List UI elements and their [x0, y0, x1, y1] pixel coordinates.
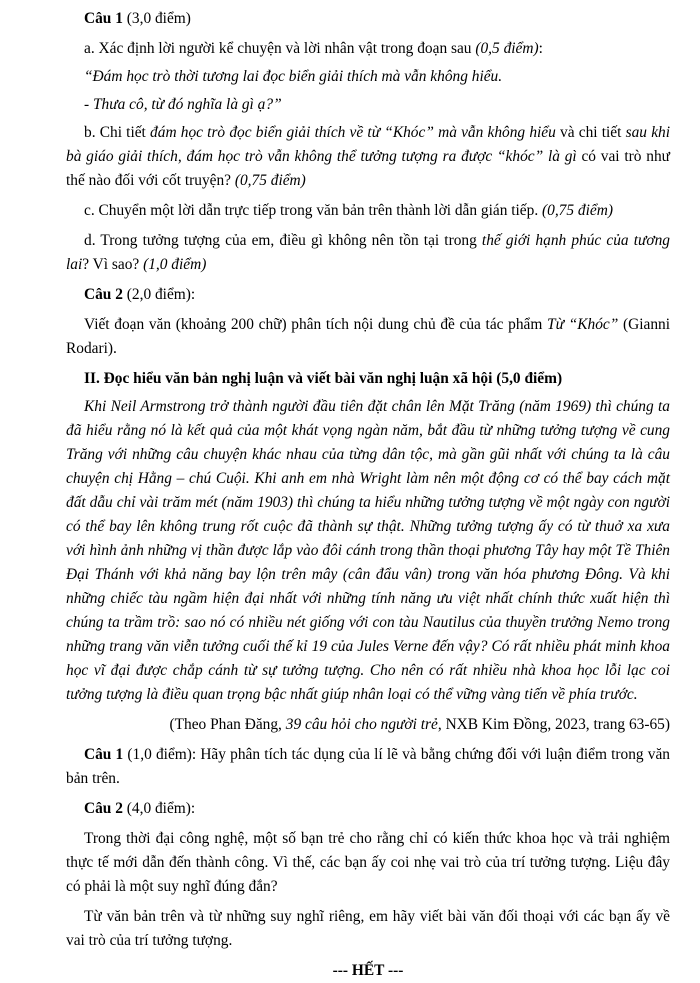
part2-question-2-task: Từ văn bản trên và từ những suy nghĩ riêng, em hãy viết bài văn đối thoại với các bạn ấy về vai trò của trí tưởng tượng.: [66, 908, 670, 949]
question-1a: a. Xác định lời người kể chuyện và lời nhân vật trong đoạn sau (0,5 điểm):: [84, 40, 543, 57]
question-1-heading: Câu 1 (3,0 điểm): [84, 10, 191, 27]
question-2-heading: Câu 2 (2,0 điểm):: [84, 286, 196, 303]
part2-question-2-prompt: Trong thời đại công nghệ, một số bạn trẻ cho rằng chỉ có kiến thức khoa học và trải nghiệm thực tế mới dẫn đến thành công. Vì thế, các bạn ấy coi nhẹ vai trò của trí tưởng tượng. Liệu đây có phải là một suy nghĩ đúng đắn?: [66, 830, 670, 895]
end-mark: --- HẾT ---: [332, 962, 404, 979]
question-1b: b. Chi tiết đám học trò đọc biển giải thích về từ “Khóc” mà vẫn không hiểu và chi tiết sau khi bà giáo giải thích, đám học trò vẫn không thể tưởng tượng ra được “khóc” là gì có vai trò như thế nào đối với cốt truyện? (0,75 điểm): [66, 124, 670, 189]
passage-source: (Theo Phan Đăng, 39 câu hỏi cho người trẻ, NXB Kim Đồng, 2023, trang 63-65): [169, 716, 670, 733]
question-1d: d. Trong tưởng tượng của em, điều gì không nên tồn tại trong thế giới hạnh phúc của tương lai? Vì sao? (1,0 điểm): [66, 232, 670, 273]
reading-passage: Khi Neil Armstrong trở thành người đầu tiên đặt chân lên Mặt Trăng (năm 1969) thì chúng ta đã hiểu rằng nó là kết quả của một khát vọng ngàn năm, bắt đầu từ những tưởng tượng về cung Trăng với những câu chuyện khác nhau của từng dân tộc, mà gần gũi nhất với chúng ta là câu chuyện chị Hằng – chú Cuội. Khi anh em nhà Wright làm nên một động cơ có thể bay cách mặt đất dẫu chỉ vài trăm mét (năm 1903) thì chúng ta hiểu những tưởng tượng về một ngày con người có thể bay lên không trung rốt cuộc đã thành sự thật. Những tưởng tượng ấy có từ thuở xa xưa với hình ảnh những vị thần được lắp vào đôi cánh trong thần thoại phương Tây hay một Tề Thiên Đại Thánh với khả năng bay lộn trên mây (cân đẩu vân) trong văn hóa phương Đông. Và khi những chiếc tàu ngầm hiện đại nhất với những tính năng ưu việt nhất chính thức xuất hiện thì chúng ta trầm trồ: sao nó có nhiều nét giống với con tàu Nautilus của thuyền trưởng Nemo trong những trang văn viễn tưởng cuối thế kỉ 19 của Jules Verne đến vậy? Có rất nhiều phát minh khoa học vĩ đại được chắp cánh từ sự tưởng tượng. Cho nên có rất nhiều nhà khoa học lỗi lạc coi tưởng tượng là điều quan trọng bậc nhất giúp nhân loại có thể vững vàng tiến về phía trước.: [66, 398, 670, 703]
part2-question-1: Câu 1 (1,0 điểm): Hãy phân tích tác dụng của lí lẽ và bằng chứng đối với luận điểm trong văn bản trên.: [66, 746, 670, 787]
quote-line-1: “Đám học trò thời tương lai đọc biển giải thích mà vẫn không hiểu.: [84, 68, 503, 85]
part2-question-2-heading: Câu 2 (4,0 điểm):: [84, 800, 196, 817]
section-2-heading: II. Đọc hiểu văn bản nghị luận và viết bài văn nghị luận xã hội (5,0 điểm): [84, 370, 563, 387]
question-1c: c. Chuyển một lời dẫn trực tiếp trong văn bản trên thành lời dẫn gián tiếp. (0,75 điểm): [84, 202, 613, 219]
quote-line-2: - Thưa cô, từ đó nghĩa là gì ạ?”: [84, 96, 282, 113]
question-2-text: Viết đoạn văn (khoảng 200 chữ) phân tích nội dung chủ đề của tác phẩm Từ “Khóc” (Gianni Rodari).: [66, 316, 670, 357]
